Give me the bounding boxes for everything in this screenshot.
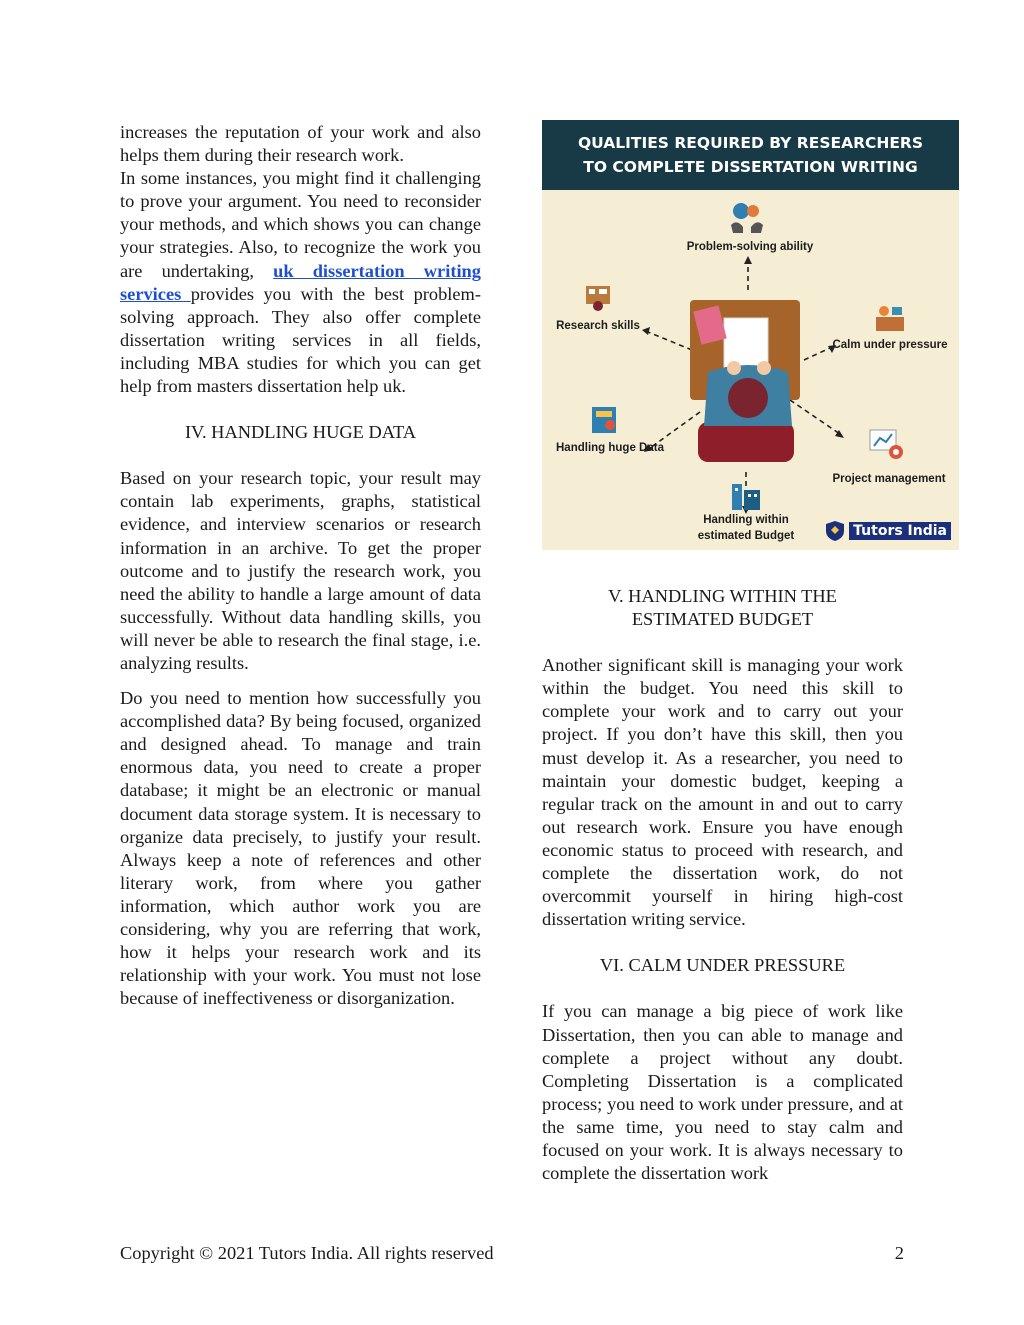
section-heading-budget-line1: V. HANDLING WITHIN THE (608, 586, 837, 606)
copyright-text: Copyright © 2021 Tutors India. All rights reserved (120, 1243, 494, 1263)
page-footer (120, 1243, 904, 1264)
budget-buildings-icon (728, 478, 764, 512)
paragraph-text: In some instances, you might find it challenging to prove your argument. You need to reconsider your methods, and which shows you can change your strategies. Also, to recognize the work you are undertaking, (120, 168, 481, 281)
node-project-management: Project management (832, 473, 946, 485)
section-heading-calm-under-pressure: VI. CALM UNDER PRESSURE (599, 955, 846, 976)
infographic-title-line2: TO COMPLETE DISSERTATION WRITING (583, 158, 918, 176)
data-chart-icon (590, 405, 620, 435)
section-heading-handling-huge-data: IV. HANDLING HUGE DATA (184, 422, 417, 443)
paragraph-budget: Another significant skill is managing your work within the budget. You need this skill to complete your work and to carry out your project. If you don’t have this skill, then you must develop it. As a researcher, you need to maintain your domestic budget, keeping a regular track on the amount in and out to carry out research work. Ensure you have enough economic status to proceed with research, and complete the dissertation work, do not overcommit yourself in hiring high-cost dissertation writing service. (542, 655, 903, 930)
paragraph-text: provides you with the best problem-solving approach. They also offer complete dissertation writing services in all fields, including MBA studies for which you can get help from masters dissertation help uk. (120, 283, 481, 397)
node-calm-under-pressure: Calm under pressure (832, 339, 948, 351)
node-research-skills: Research skills (556, 320, 640, 332)
node-problem-solving: Problem-solving ability (686, 241, 814, 253)
qualities-infographic (542, 120, 959, 550)
left-column (120, 121, 481, 1010)
node-budget (688, 512, 804, 544)
paragraph-intro: increases the reputation of your work and also helps them during their research work. (120, 122, 481, 166)
node-budget-line1: Handling within (703, 514, 789, 526)
tutors-india-logo (825, 520, 951, 542)
brain-gears-icon (727, 197, 767, 237)
right-column (542, 585, 903, 1185)
project-management-icon (864, 418, 908, 462)
page-number: 2 (894, 1243, 904, 1263)
section-heading-budget-line2: ESTIMATED BUDGET (631, 609, 814, 630)
calm-desk-icon (872, 303, 908, 335)
brand-name: Tutors India (849, 522, 951, 540)
paragraph-calm-under-pressure: If you can manage a big piece of work like Dissertation, then you can able to manage and complete a project without any doubt. Completing Dissertation is a complicated process; you need to work under pressure, and at the same time, you need to stay calm and focused on your work. It is always necessary to complete the dissertation work (542, 1001, 903, 1184)
node-budget-line2: estimated Budget (697, 530, 795, 542)
node-handling-huge-data: Handling huge Data (556, 442, 664, 454)
paragraph-problem-solving (120, 167, 481, 398)
paragraph-huge-data: Based on your research topic, your result may contain lab experiments, graphs, statistical evidence, and interview scenarios or research information in an archive. To get the proper outcome and to justify the research work, you need the ability to handle a large amount of data successfully. Without data handling skills, you will never be able to research the final stage, i.e. analyzing results. (120, 468, 481, 673)
paragraph-data-accomplishment: Do you need to mention how successfully you accomplished data? By being focused, organized and designed ahead. To manage and train enormous data, you need to create a proper database; it might be an electronic or manual document data storage system. It is necessary to organize data precisely, to justify your result. Always keep a note of references and other literary work, from where you gather information, which author work you are considering, why you are referring that work, how it helps your research work and its relationship with your work. You must not lose because of ineffectiveness or disorganization. (120, 688, 481, 1009)
uk-dissertation-writing-services-link[interactable]: uk dissertation writing services (120, 260, 481, 304)
research-board-icon (584, 284, 612, 314)
shield-logo-icon (825, 520, 845, 542)
section-heading-budget (542, 585, 903, 631)
infographic-title-line1: QUALITIES REQUIRED BY RESEARCHERS (577, 134, 924, 152)
infographic-header (542, 120, 959, 190)
